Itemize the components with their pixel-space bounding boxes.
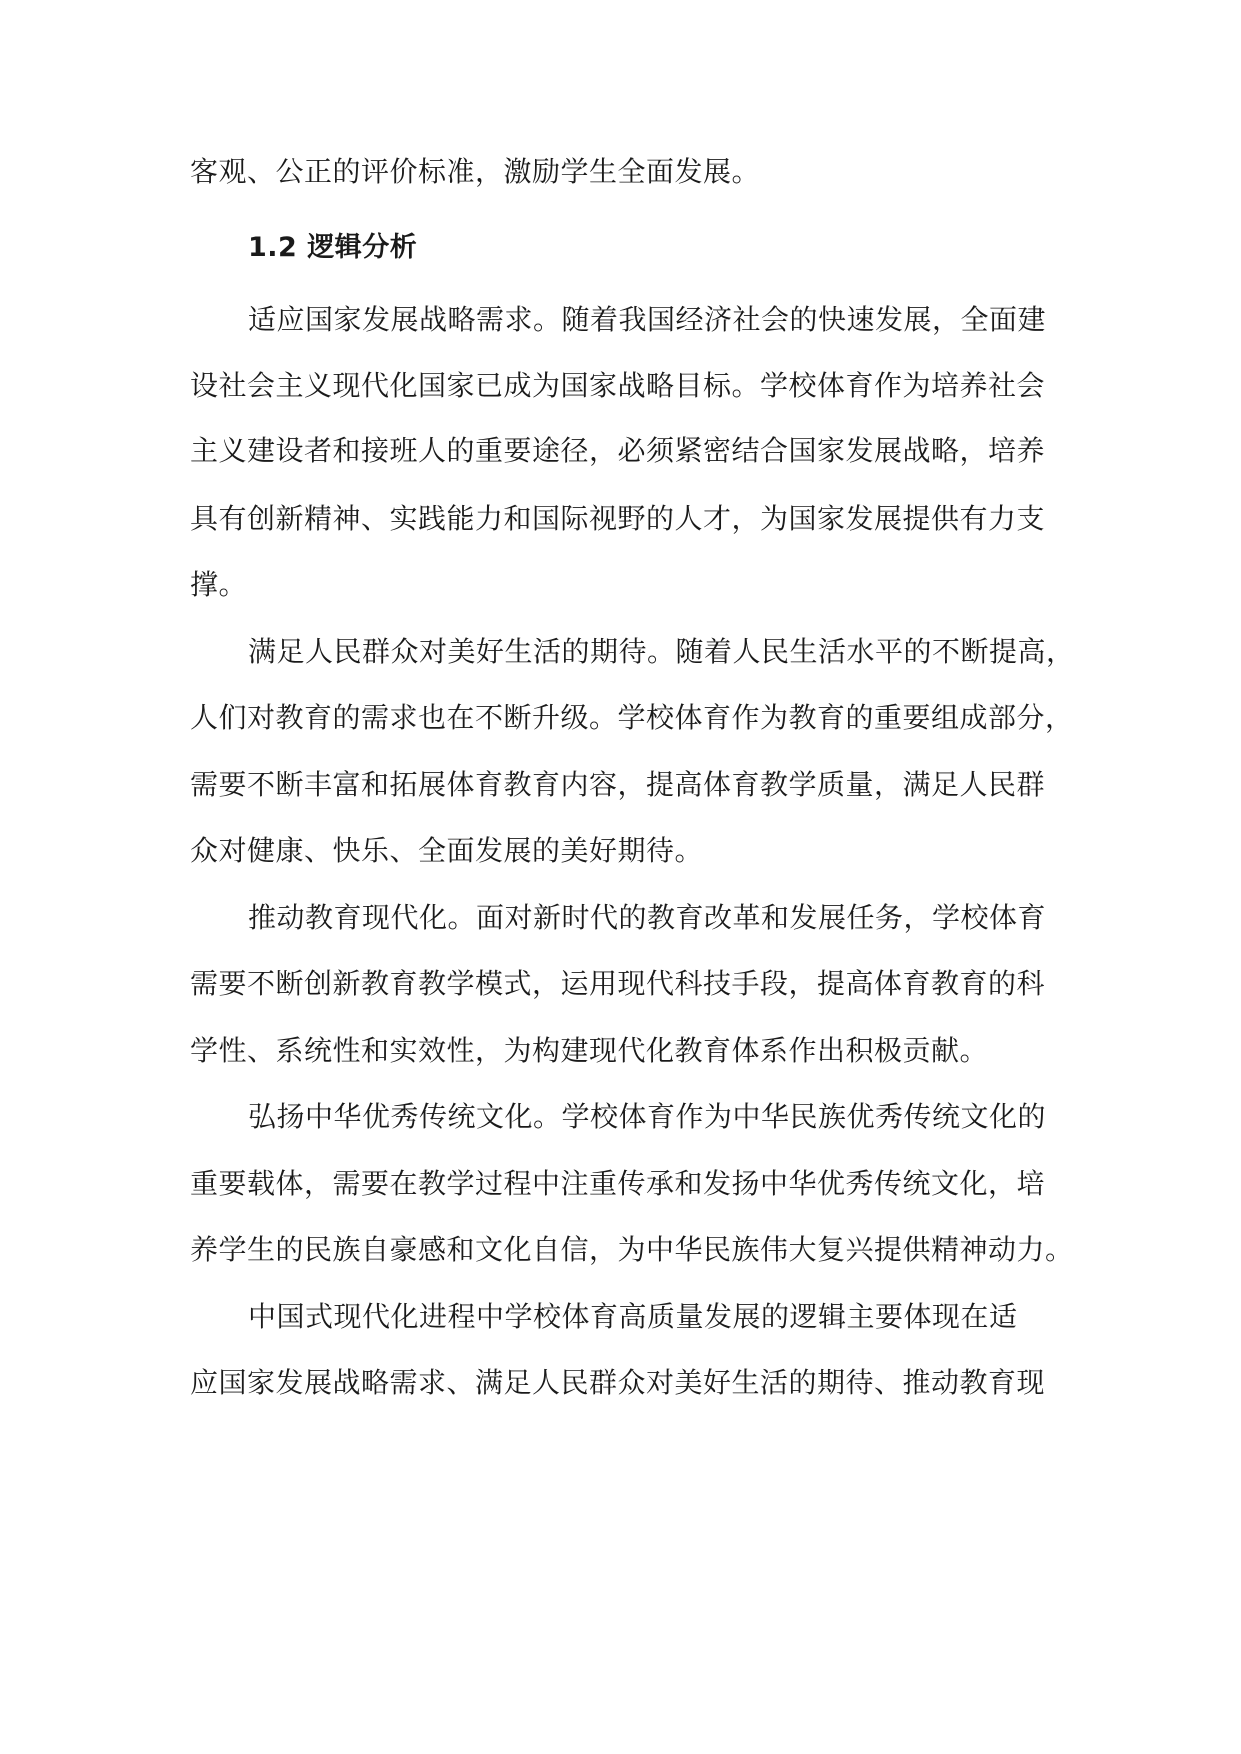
text-line-15: 弘扬中华优秀传统文化。学校体育作为中华民族优秀传统文化的 (248, 1100, 1047, 1133)
text-line-9: 人们对教育的需求也在不断升级。学校体育作为教育的重要组成部分， (190, 701, 1074, 734)
text-line-6: 具有创新精神、实践能力和国际视野的人才，为国家发展提供有力支 (190, 502, 1046, 535)
text-line-14: 学性、系统性和实效性，为构建现代化教育体系作出积极贡献。 (190, 1034, 989, 1067)
text-line-17: 养学生的民族自豪感和文化自信，为中华民族伟大复兴提供精神动力。 (190, 1233, 1074, 1266)
text-line-3: 适应国家发展战略需求。随着我国经济社会的快速发展，全面建 (248, 303, 1047, 336)
text-line-4: 设社会主义现代化国家已成为国家战略目标。学校体育作为培养社会 (190, 369, 1046, 402)
text-line-16: 重要载体，需要在教学过程中注重传承和发扬中华优秀传统文化，培 (190, 1167, 1046, 1200)
text-line-5: 主义建设者和接班人的重要途径，必须紧密结合国家发展战略，培养 (190, 434, 1046, 467)
text-line-1: 客观、公正的评价标准，激励学生全面发展。 (190, 155, 761, 188)
text-line-7: 撑。 (190, 568, 248, 601)
text-line-12: 推动教育现代化。面对新时代的教育改革和发展任务，学校体育 (248, 901, 1047, 934)
text-line-18: 中国式现代化进程中学校体育高质量发展的逻辑主要体现在适 (248, 1300, 1018, 1333)
text-line-10: 需要不断丰富和拓展体育教育内容，提高体育教学质量，满足人民群 (190, 768, 1046, 801)
text-line-8: 满足人民群众对美好生活的期待。随着人民生活水平的不断提高， (248, 635, 1075, 668)
text-line-13: 需要不断创新教育教学模式，运用现代科技手段，提高体育教育的科 (190, 967, 1046, 1000)
text-line-19: 应国家发展战略需求、满足人民群众对美好生活的期待、推动教育现 (190, 1366, 1046, 1399)
section-heading: 1.2 逻辑分析 (248, 232, 418, 263)
text-line-11: 众对健康、快乐、全面发展的美好期待。 (190, 834, 704, 867)
